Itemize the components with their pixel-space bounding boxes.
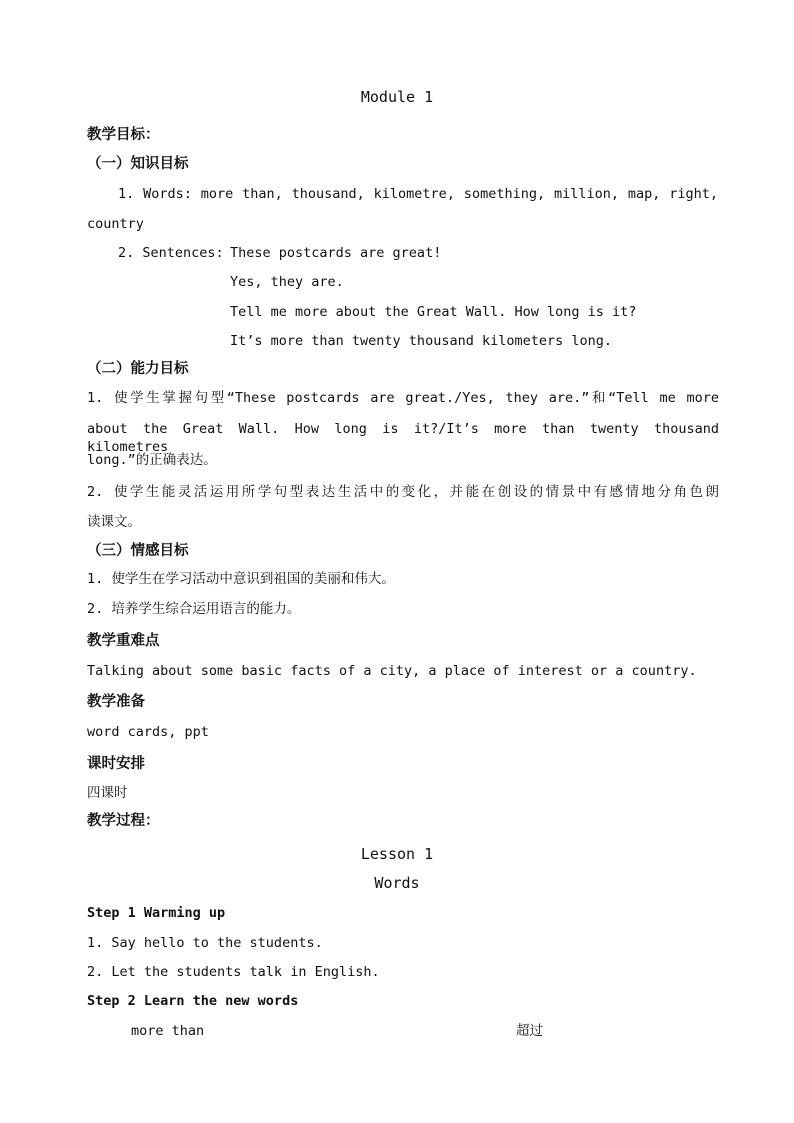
sentences-label: 2. Sentences: (118, 245, 224, 261)
ability-item-2-line-1: 2. 使学生能灵活运用所学句型表达生活中的变化，并能在创设的情景中有感情地分角色朗 (87, 484, 719, 500)
emotion-item-2: 2. 培养学生综合运用语言的能力。 (87, 601, 301, 617)
lesson-title: Lesson 1 (360, 845, 434, 863)
emotion-item-1: 1. 使学生在学习活动中意识到祖国的美丽和伟大。 (87, 571, 395, 587)
emotion-heading: （三）情感目标 (87, 543, 189, 559)
sentence-2: Yes, they are. (230, 274, 344, 290)
words-line-2: country (87, 216, 144, 232)
sentence-1: These postcards are great! (230, 245, 442, 261)
vocab-zh: 超过 (516, 1023, 543, 1039)
page-title: Module 1 (360, 88, 434, 106)
process-heading: 教学过程： (87, 813, 160, 829)
vocab-en: more than (131, 1023, 205, 1039)
key-points-text: Talking about some basic facts of a city, a place of interest or a country. (87, 663, 697, 679)
key-points-heading: 教学重难点 (87, 633, 160, 649)
sentence-3: Tell me more about the Great Wall. How long is it? (230, 304, 637, 320)
knowledge-heading: （一）知识目标 (87, 156, 189, 172)
step-2-heading: Step 2 Learn the new words (87, 993, 299, 1009)
preparation-heading: 教学准备 (87, 694, 145, 710)
objectives-heading: 教学目标： (87, 127, 160, 143)
ability-item-1-line-1: 1. 使学生掌握句型“These postcards are great./Yes, they are.”和“Tell me more (87, 390, 719, 406)
schedule-heading: 课时安排 (87, 756, 145, 772)
schedule-text: 四课时 (87, 785, 128, 801)
preparation-text: word cards, ppt (87, 724, 209, 740)
lesson-subtitle: Words (374, 874, 420, 892)
step-1-item-1: 1. Say hello to the students. (87, 935, 323, 951)
step-1-heading: Step 1 Warming up (87, 905, 226, 921)
ability-item-1-line-2: about the Great Wall. How long is it?/It’s more than twenty thousand kilometres (87, 421, 719, 455)
step-1-item-2: 2. Let the students talk in English. (87, 964, 380, 980)
sentence-4: It’s more than twenty thousand kilometers long. (230, 333, 613, 349)
ability-item-1-line-3: long.”的正确表达。 (87, 452, 217, 468)
words-line-1: 1. Words: more than, thousand, kilometre, something, million, map, right, (118, 186, 718, 202)
ability-heading: （二）能力目标 (87, 361, 189, 377)
ability-item-2-line-2: 读课文。 (87, 514, 141, 530)
